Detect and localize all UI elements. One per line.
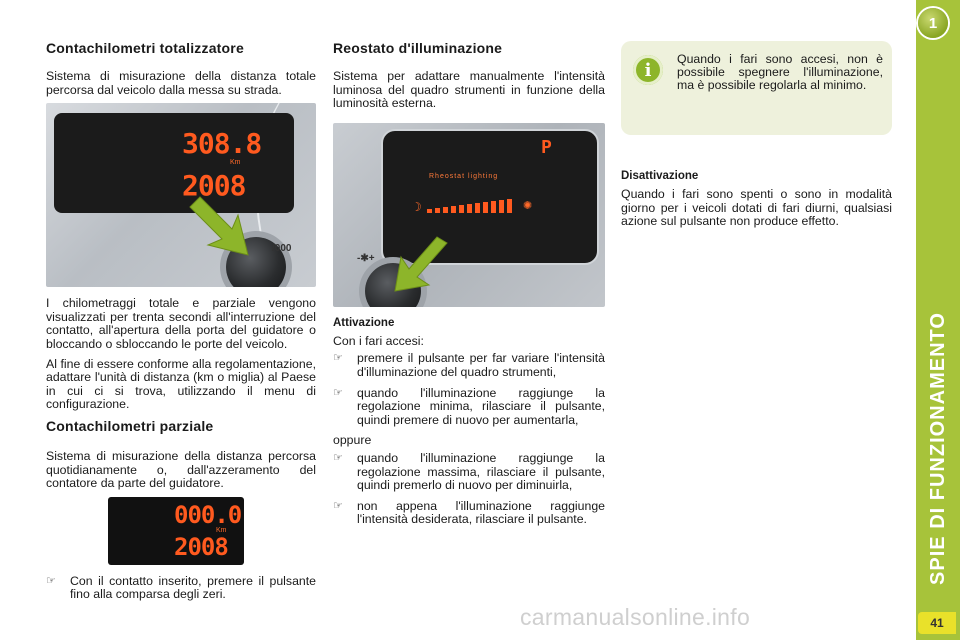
left-column xyxy=(46,40,316,609)
list-item xyxy=(333,452,605,493)
list-item xyxy=(333,500,605,527)
odometer-unit-label: Km xyxy=(230,159,241,167)
trip-reset-value: 000.0 xyxy=(174,500,242,529)
photo-total-odometer xyxy=(46,103,316,287)
info-box xyxy=(621,41,892,135)
list-item xyxy=(46,575,316,602)
pointing-hand-icon: ☞ xyxy=(46,574,56,587)
list-item xyxy=(333,387,605,428)
photo-trip-odometer xyxy=(108,497,244,565)
para-deactivation: Quando i fari sono spenti o sono in modalità giorno per i veicoli dotati di fari diurni, qualsiasi azione sul pulsante non produce effetto. xyxy=(621,187,892,229)
bullet-text: non appena l'illuminazione raggiunge l'intensità desiderata, rilasciare il pulsante. xyxy=(357,498,605,527)
para-total-odometer: Sistema di misurazione della distanza totale percorsa dal veicolo dalla messa su strada. xyxy=(46,69,316,97)
info-text: Quando i fari sono accesi, non è possibile spegnere l'illuminazione, ma è possibile regolarla al minimo. xyxy=(677,52,883,92)
bullet-text: quando l'illuminazione raggiunge la regolazione minima, rilasciare il pulsante, quindi premere di nuovo per aumentarla, xyxy=(357,385,605,427)
chapter-title-text: SPIE DI FUNZIONAMENTO xyxy=(926,311,949,585)
green-arrow-icon xyxy=(391,235,451,295)
heading-rheostat: Reostato d'illuminazione xyxy=(333,40,503,56)
odometer-total-value: 308.8 xyxy=(182,127,262,161)
para-units: Al fine di essere conforme alla regolamentazione, adattare l'unità di distanza (km o miglia) al Paese in cui ci si trova, utilizzando il menu di configurazione. xyxy=(46,356,316,412)
display-rheostat-text: Rheostat lighting xyxy=(429,172,499,180)
activation-steps-b xyxy=(333,452,605,527)
bullet-text: quando l'illuminazione raggiunge la regolazione massima, rilasciare il pulsante, quindi premerlo di nuovo per diminuirla, xyxy=(357,450,605,493)
pointing-hand-icon: ☞ xyxy=(333,451,343,464)
chapter-badge: 1 xyxy=(918,8,948,38)
chapter-title xyxy=(918,300,958,596)
knob-label: /000 xyxy=(272,243,292,255)
pointing-hand-icon: ☞ xyxy=(333,499,343,512)
activation-lead-in: Con i fari accesi: xyxy=(333,333,424,348)
right-column xyxy=(621,170,892,235)
reset-instructions xyxy=(46,575,316,602)
odometer-display xyxy=(54,113,294,213)
odometer-trip-value: 2008 xyxy=(182,169,246,203)
middle-column xyxy=(333,40,605,534)
heading-deactivation: Disattivazione xyxy=(621,170,699,182)
photo-rheostat xyxy=(333,123,605,307)
green-arrow-icon xyxy=(186,193,256,263)
chapter-sidebar xyxy=(916,0,960,640)
page-number: 41 xyxy=(918,612,956,634)
svg-text:✺: ✺ xyxy=(523,198,533,212)
activation-steps-a xyxy=(333,352,605,427)
bullet-text: premere il pulsante per far variare l'intensità d'illuminazione del quadro strumenti, xyxy=(357,351,605,379)
svg-text:☽: ☽ xyxy=(411,199,422,214)
or-text: oppure xyxy=(333,433,372,448)
trip-counter-value: 2008 xyxy=(174,532,228,561)
heading-total-odometer: Contachilometri totalizzatore xyxy=(46,40,244,56)
list-item xyxy=(333,352,605,379)
pointing-hand-icon: ☞ xyxy=(333,352,343,365)
pointing-hand-icon: ☞ xyxy=(333,386,343,399)
rheostat-knob-label: -✱+ xyxy=(357,252,375,264)
para-rheostat: Sistema per adattare manualmente l'intensità luminosa del quadro strumenti in funzione della luminosità esterna. xyxy=(333,69,605,111)
trip-unit-label: Km xyxy=(216,526,227,534)
display-gear-letter: P xyxy=(541,136,551,158)
para-trip-odometer: Sistema di misurazione della distanza percorsa quotidianamente o, dall'azzeramento del contatore da parte del guidatore. xyxy=(46,448,316,491)
info-icon: i xyxy=(633,55,663,85)
watermark: carmanualsonline.info xyxy=(520,604,751,630)
para-display-info: I chilometraggi totale e parziale vengono visualizzati per trenta secondi all'interruzione del contatto, all'apertura della porta del guidatore o bloccando o sbloccando le porte del veicolo. xyxy=(46,296,316,351)
heading-trip-odometer: Contachilometri parziale xyxy=(46,417,214,434)
heading-activation: Attivazione xyxy=(333,316,395,329)
bullet-text: Con il contatto inserito, premere il pulsante fino alla comparsa degli zeri. xyxy=(70,573,316,602)
brightness-bar-graph xyxy=(411,191,541,221)
